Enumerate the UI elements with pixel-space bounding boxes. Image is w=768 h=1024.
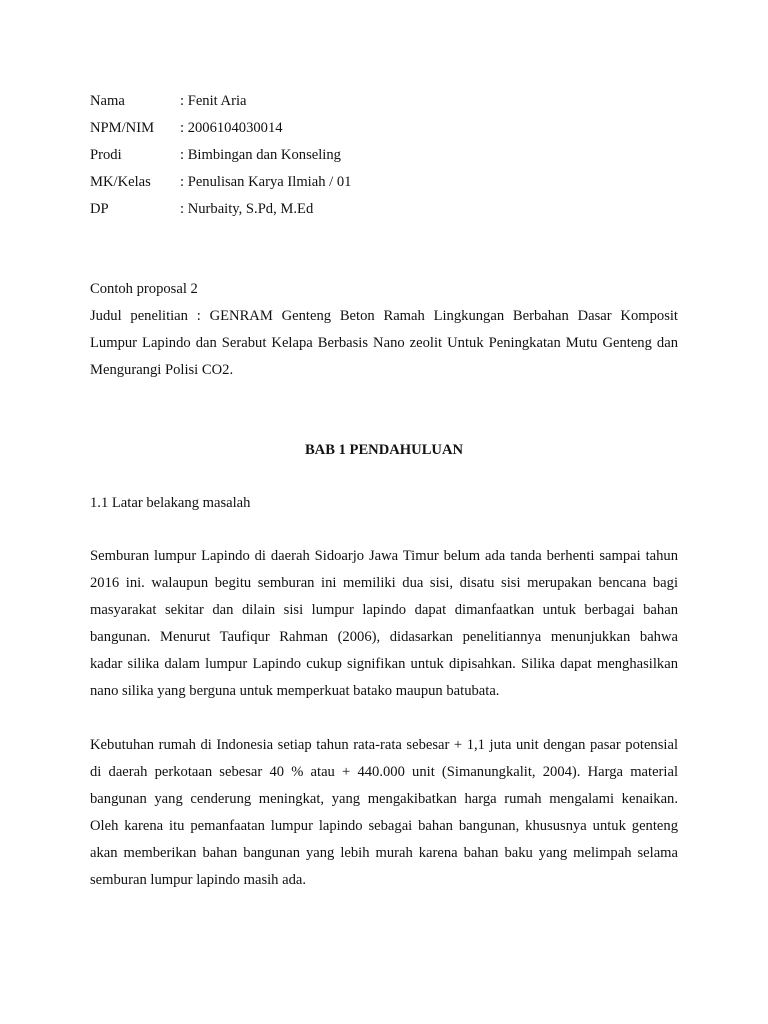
identity-label: Nama bbox=[90, 93, 125, 109]
identity-label: NPM/NIM bbox=[90, 120, 155, 136]
proposal-title-line: Mengurangi Polisi CO2. bbox=[90, 362, 234, 378]
paragraph-line: semburan lumpur lapindo masih ada. bbox=[90, 872, 307, 888]
chapter-heading: BAB 1 PENDAHULUAN bbox=[304, 442, 464, 458]
identity-label: MK/Kelas bbox=[90, 174, 151, 190]
paragraph-line: akan memberikan bahan bangunan yang lebih murah karena bahan baku yang melimpah selama bbox=[90, 845, 678, 861]
proposal-example-label: Contoh proposal 2 bbox=[90, 281, 198, 297]
paragraph-line: nano silika yang berguna untuk memperkuat batako maupun batubata. bbox=[90, 683, 500, 699]
identity-value: : Penulisan Karya Ilmiah / 01 bbox=[180, 174, 352, 190]
paragraph-line: Kebutuhan rumah di Indonesia setiap tahun rata-rata sebesar + 1,1 juta unit dengan pasar potensial bbox=[90, 737, 678, 753]
identity-label: DP bbox=[90, 201, 109, 217]
identity-value: : Fenit Aria bbox=[180, 93, 247, 109]
paragraph-line: di daerah perkotaan sebesar 40 % atau + 440.000 unit (Simanungkalit, 2004). Harga material bbox=[90, 764, 678, 780]
paragraph-line: bangunan. Menurut Taufiqur Rahman (2006), didasarkan penelitiannya menunjukkan bahwa bbox=[90, 629, 678, 645]
paragraph-line: Semburan lumpur Lapindo di daerah Sidoarjo Jawa Timur belum ada tanda berhenti sampai tahun bbox=[90, 548, 678, 564]
identity-value: : Bimbingan dan Konseling bbox=[180, 147, 341, 163]
paragraph-line: masyarakat sekitar dan dilain sisi lumpur lapindo dapat dimanfaatkan untuk berbagai bahan bbox=[90, 602, 678, 618]
paragraph-line: 2016 ini. walaupun begitu semburan ini memiliki dua sisi, disatu sisi merupakan bencana bagi bbox=[90, 575, 678, 591]
identity-value: : 2006104030014 bbox=[180, 120, 283, 136]
identity-label: Prodi bbox=[90, 147, 122, 163]
identity-value: : Nurbaity, S.Pd, M.Ed bbox=[180, 201, 314, 217]
section-title: 1.1 Latar belakang masalah bbox=[90, 495, 251, 511]
paragraph-line: bangunan yang cenderung meningkat, yang mengakibatkan harga rumah mengalami kenaikan. bbox=[90, 791, 678, 807]
paragraph-line: kadar silika dalam lumpur Lapindo cukup signifikan untuk dipisahkan. Silika dapat menghasilkan bbox=[90, 656, 678, 672]
proposal-title-line: Judul penelitian : GENRAM Genteng Beton Ramah Lingkungan Berbahan Dasar Komposit bbox=[90, 308, 678, 324]
proposal-title-line: Lumpur Lapindo dan Serabut Kelapa Berbasis Nano zeolit Untuk Peningkatan Mutu Genteng dan bbox=[90, 335, 678, 351]
paragraph-line: Oleh karena itu pemanfaatan lumpur lapindo sebagai bahan bangunan, khususnya untuk genteng bbox=[90, 818, 678, 834]
